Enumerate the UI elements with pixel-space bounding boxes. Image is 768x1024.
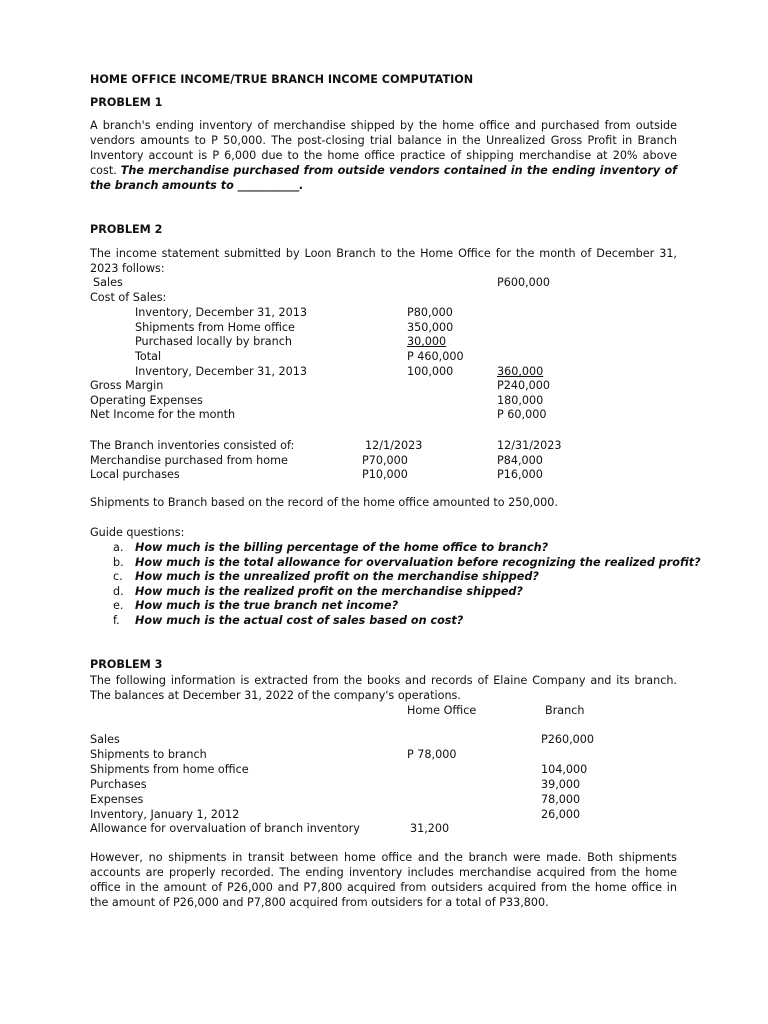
list-marker: c. xyxy=(113,570,123,583)
statement-amount: 360,000 xyxy=(497,365,544,378)
guide-questions-title: Guide questions: xyxy=(90,526,185,539)
problem2-heading: PROBLEM 2 xyxy=(90,223,163,236)
branch-value: 104,000 xyxy=(541,763,588,776)
column-header-home-office: Home Office xyxy=(407,704,477,717)
list-marker: a. xyxy=(113,541,124,554)
closing-line: office in the amount of P26,000 and P7,800 acquired from outsiders acquired from the home office in xyxy=(90,881,677,894)
problem1-line: A branch's ending inventory of merchandise shipped by the home office and purchased from outside xyxy=(90,119,677,132)
balances-label: Inventory, January 1, 2012 xyxy=(90,808,240,821)
inventory-header-label: The Branch inventories consisted of: xyxy=(90,439,295,452)
inventory-value: P84,000 xyxy=(497,454,543,467)
inventory-date-header: 12/31/2023 xyxy=(497,439,562,452)
shipments-note: Shipments to Branch based on the record of the home office amounted to 250,000. xyxy=(90,496,558,509)
balances-label: Allowance for overvaluation of branch inventory xyxy=(90,822,360,835)
statement-amount: P600,000 xyxy=(497,276,551,289)
inventory-label: Local purchases xyxy=(90,468,180,481)
home-office-value: 31,200 xyxy=(410,822,450,835)
statement-subamount: P 460,000 xyxy=(407,350,464,363)
problem1-question-line: amounts to ___________. xyxy=(162,179,304,192)
statement-label: Sales xyxy=(93,276,123,289)
question-text: How much is the total allowance for overvaluation before recognizing the realized profit? xyxy=(135,556,701,569)
problem2-intro-line: The income statement submitted by Loon Branch to the Home Office for the month of December 31, xyxy=(90,247,677,260)
statement-label: Net Income for the month xyxy=(90,408,236,421)
problem3-closing-paragraph xyxy=(90,850,677,910)
branch-value: P260,000 xyxy=(541,733,595,746)
column-header-branch: Branch xyxy=(545,704,585,717)
branch-value: 78,000 xyxy=(541,793,581,806)
statement-label: Gross Margin xyxy=(90,379,164,392)
problem1-question-line: The merchandise purchased from outside vendors contained in the ending inventory of the branch xyxy=(90,164,677,192)
statement-label: Shipments from Home office xyxy=(135,321,295,334)
branch-value: 39,000 xyxy=(541,778,581,791)
balances-label: Expenses xyxy=(90,793,144,806)
statement-amount: 180,000 xyxy=(497,394,544,407)
statement-subamount: 30,000 xyxy=(407,335,447,348)
statement-amount: P 60,000 xyxy=(497,408,547,421)
balances-label: Shipments from home office xyxy=(90,763,249,776)
problem1-line: Inventory account is P 6,000 due to the home office practice of shipping merchandise at 20% above cost. xyxy=(90,149,677,177)
branch-value: 26,000 xyxy=(541,808,581,821)
statement-label: Total xyxy=(135,350,162,363)
problem3-heading: PROBLEM 3 xyxy=(90,658,163,671)
statement-label: Cost of Sales: xyxy=(90,291,167,304)
problem3-intro-line: The following information is extracted from the books and records of Elaine Company and its branch. xyxy=(90,674,677,687)
closing-line: accounts are properly recorded. The ending inventory includes merchandise acquired from the home xyxy=(90,866,677,879)
balances-label: Sales xyxy=(90,733,120,746)
statement-label: Operating Expenses xyxy=(90,394,203,407)
statement-label: Purchased locally by branch xyxy=(135,335,292,348)
list-marker: b. xyxy=(113,556,124,569)
balances-label: Shipments to branch xyxy=(90,748,207,761)
question-text: How much is the actual cost of sales based on cost? xyxy=(135,614,464,627)
list-marker: e. xyxy=(113,599,124,612)
problem1-line: vendors amounts to P 50,000. The post-closing trial balance in the Unrealized Gross Profit in Branch xyxy=(90,134,677,147)
problem2-intro-line: 2023 follows: xyxy=(90,262,165,275)
list-marker: d. xyxy=(113,585,124,598)
inventory-date-header: 12/1/2023 xyxy=(365,439,423,452)
problem2-intro xyxy=(90,246,677,276)
inventory-value: P16,000 xyxy=(497,468,543,481)
inventory-value: P10,000 xyxy=(362,468,408,481)
document-title: HOME OFFICE INCOME/TRUE BRANCH INCOME COMPUTATION xyxy=(90,73,474,86)
inventory-value: P70,000 xyxy=(362,454,408,467)
statement-label: Inventory, December 31, 2013 xyxy=(135,365,307,378)
home-office-value: P 78,000 xyxy=(407,748,457,761)
problem3-intro-line: The balances at December 31, 2022 of the company's operations. xyxy=(90,689,461,702)
statement-subamount: P80,000 xyxy=(407,306,453,319)
problem1-paragraph xyxy=(90,118,677,193)
question-text: How much is the unrealized profit on the merchandise shipped? xyxy=(135,570,539,583)
statement-subamount: 100,000 xyxy=(407,365,454,378)
list-marker: f. xyxy=(113,614,120,627)
balances-label: Purchases xyxy=(90,778,147,791)
statement-label: Inventory, December 31, 2013 xyxy=(135,306,307,319)
closing-line: However, no shipments in transit between home office and the branch were made. Both shipments xyxy=(90,851,677,864)
problem3-intro xyxy=(90,673,677,703)
statement-amount: P240,000 xyxy=(497,379,551,392)
closing-line: the amount of P26,000 and P7,800 acquired from outsiders for a total of P33,800. xyxy=(90,896,549,909)
problem1-heading: PROBLEM 1 xyxy=(90,96,163,109)
question-text: How much is the billing percentage of the home office to branch? xyxy=(135,541,549,554)
question-text: How much is the true branch net income? xyxy=(135,599,399,612)
question-text: How much is the realized profit on the merchandise shipped? xyxy=(135,585,523,598)
inventory-label: Merchandise purchased from home xyxy=(90,454,288,467)
statement-subamount: 350,000 xyxy=(407,321,454,334)
